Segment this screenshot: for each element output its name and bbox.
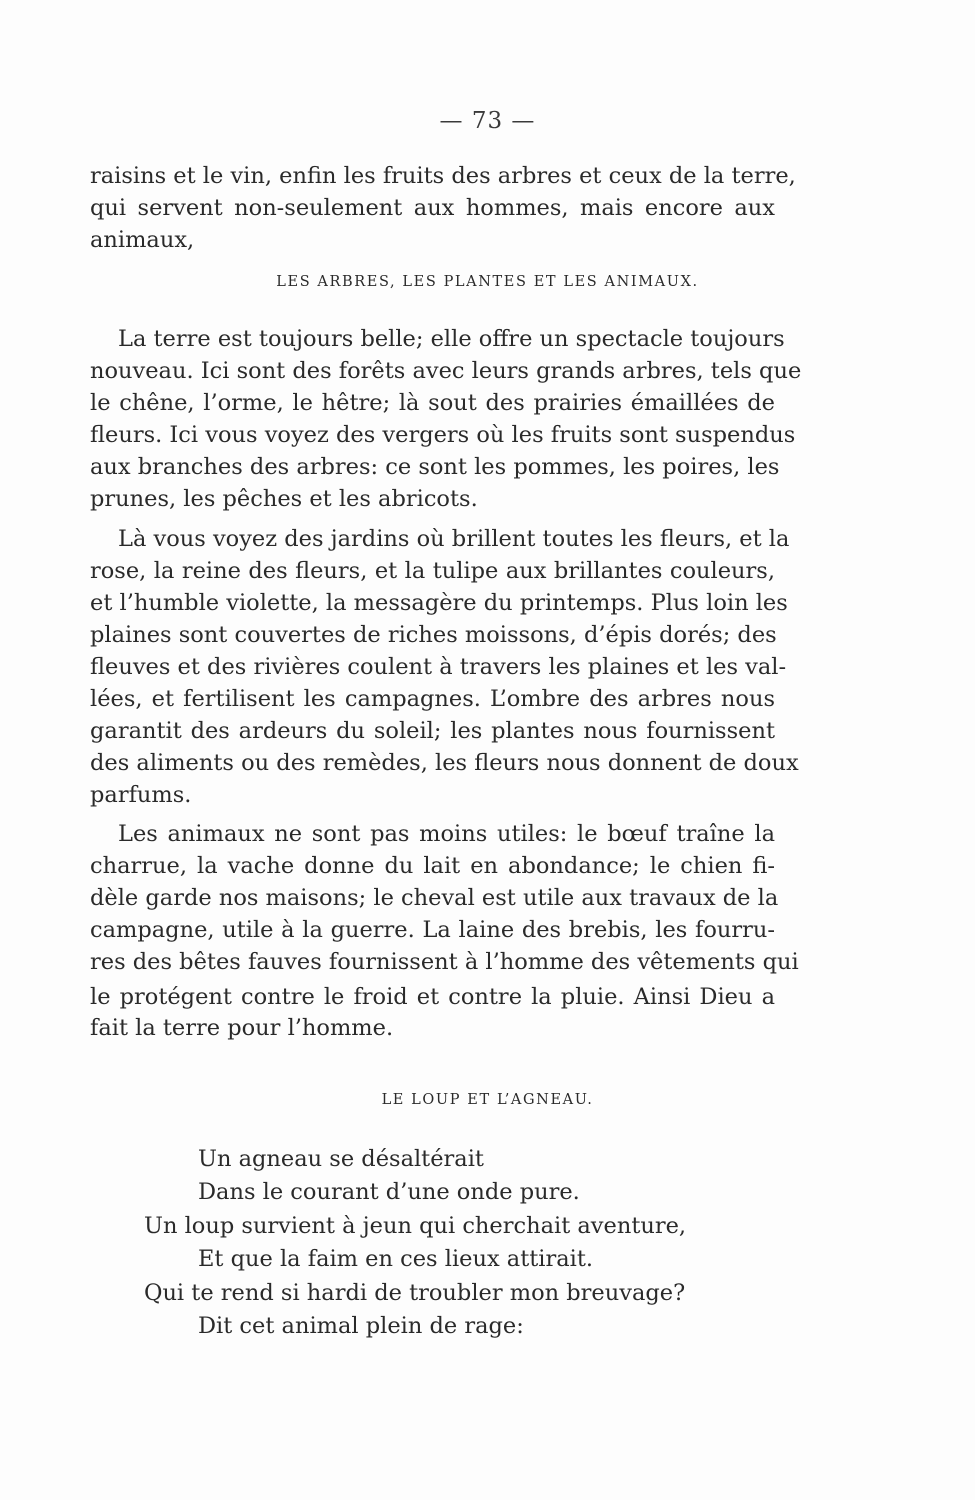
text-line: plaines sont couvertes de riches moissons, d’épis dorés; des xyxy=(90,622,777,648)
text-line: charrue, la vache donne du lait en abondance; le chien fi- xyxy=(90,853,775,879)
text-line: fleurs. Ici vous voyez des vergers où les fruits sont suspendus xyxy=(90,422,796,448)
text-line: fleuves et des rivières coulent à travers les plaines et les val- xyxy=(90,654,787,680)
text-line: lées, et fertilisent les campagnes. L’ombre des arbres nous xyxy=(90,686,775,712)
section-heading: LE LOUP ET L’AGNEAU. xyxy=(381,1092,594,1108)
text-line: aux branches des arbres: ce sont les pommes, les poires, les xyxy=(90,454,780,480)
text-line: campagne, utile à la guerre. La laine des brebis, les fourru- xyxy=(90,917,775,943)
text-line: et l’humble violette, la messagère du printemps. Plus loin les xyxy=(90,590,788,616)
poem-line: Et que la faim en ces lieux attirait. xyxy=(198,1246,594,1272)
text-line: fait la terre pour l’homme. xyxy=(90,1015,394,1041)
text-line: rose, la reine des fleurs, et la tulipe aux brillantes couleurs, xyxy=(90,558,775,584)
text-line: La terre est toujours belle; elle offre un spectacle toujours xyxy=(118,326,785,352)
text-line: raisins et le vin, enfin les fruits des arbres et ceux de la terre, xyxy=(90,163,796,189)
text-line: prunes, les pêches et les abricots. xyxy=(90,486,478,512)
text-line: animaux, xyxy=(90,227,195,253)
poem-line: Dit cet animal plein de rage: xyxy=(198,1313,524,1339)
poem-line: Dans le courant d’une onde pure. xyxy=(198,1179,580,1205)
text-line: garantit des ardeurs du soleil; les plantes nous fournissent xyxy=(90,718,775,744)
text-line: parfums. xyxy=(90,782,192,808)
text-line: le protégent contre le froid et contre la pluie. Ainsi Dieu a xyxy=(90,984,775,1010)
text-line: qui servent non-seulement aux hommes, mais encore aux xyxy=(90,195,775,221)
poem-line: Un agneau se désaltérait xyxy=(198,1146,484,1172)
poem-line: Un loup survient à jeun qui cherchait aventure, xyxy=(144,1213,687,1239)
text-line: dèle garde nos maisons; le cheval est utile aux travaux de la xyxy=(90,885,779,911)
text-line: Les animaux ne sont pas moins utiles: le bœuf traîne la xyxy=(118,821,775,847)
text-line: Là vous voyez des jardins où brillent toutes les fleurs, et la xyxy=(118,526,790,552)
section-heading: LES ARBRES, LES PLANTES ET LES ANIMAUX. xyxy=(276,274,699,290)
text-line: le chêne, l’orme, le hêtre; là sout des prairies émaillées de xyxy=(90,390,775,416)
page-number: — 73 — xyxy=(439,108,536,134)
poem-line: Qui te rend si hardi de troubler mon breuvage? xyxy=(144,1280,686,1306)
text-line: des aliments ou des remèdes, les fleurs nous donnent de doux xyxy=(90,750,799,776)
text-line: res des bêtes fauves fournissent à l’homme des vêtements qui xyxy=(90,949,799,975)
text-line: nouveau. Ici sont des forêts avec leurs grands arbres, tels que xyxy=(90,358,802,384)
